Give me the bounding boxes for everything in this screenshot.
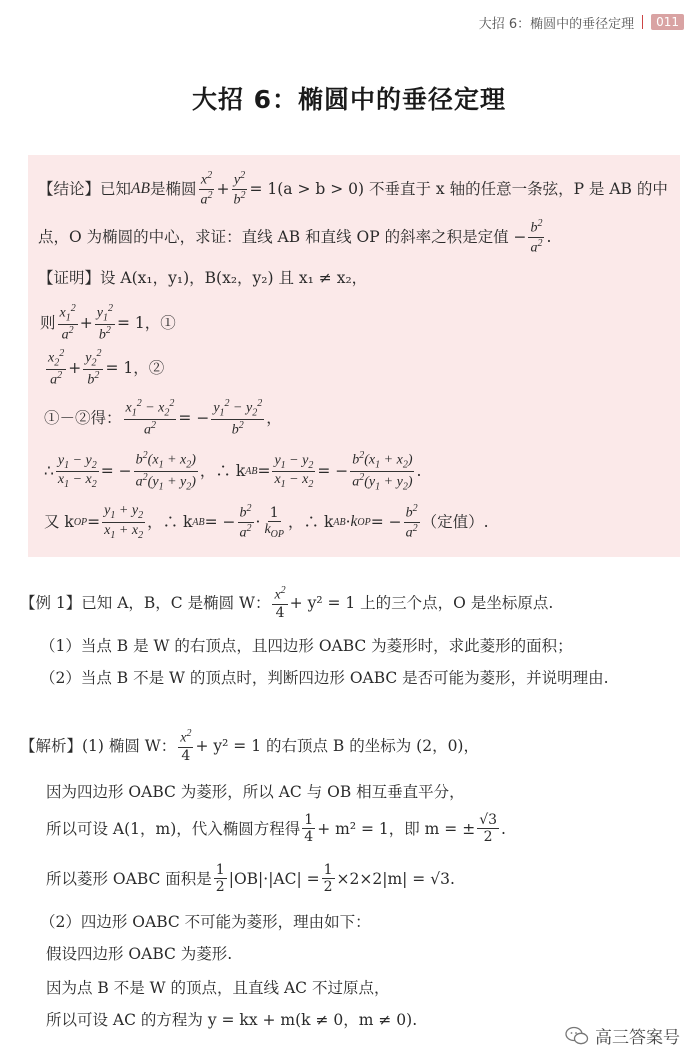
proof-line-5: ∴ $\frac{y_1 - y_2}{x_1 - x_2}$ = − $\frac{b^2(x_1 + x_2)}{a^2(y_1 + y_2)}$ ，∴ k AB = $\frac{y_1 - y_2}{x_1 - x_2}$ = − $\frac{b^2(x_1 + x_2)}{a^2(y_1 + y_2)}$ . [44, 450, 422, 493]
text: = − [317, 462, 349, 481]
text: |OB|·|AC| = [228, 869, 320, 888]
example-part-1: （1）当点 B 是 W 的右顶点，且四边形 OABC 为菱形时，求此菱形的面积； [40, 637, 573, 655]
solution-line-1: 【解析】(1) 椭圆 W： $\frac{x^2}{4}$ + y² = 1 的右顶点 B 的坐标为 (2，0)， [20, 728, 479, 764]
proof-line-6: 又 k OP = $\frac{y_1 + y_2}{x_1 + x_2}$ ，∴ k AB = − $\frac{b^2}{a^2}$ · $\frac{1}{k_{OP}}$ ，∴ k AB · k OP = − $\frac{b^2}{a^2}$ （定值）. [44, 503, 489, 541]
page-title: 大招 6：椭圆中的垂径定理 [191, 85, 507, 114]
text: 点，O 为椭圆的中心，求证：直线 AB 和直线 OP 的斜率之积是定值 − [38, 228, 527, 247]
text: 【例 1】已知 A，B，C 是椭圆 W： [20, 593, 271, 612]
proof-line-4: ①－②得： $\frac{x_1^2 - x_2^2}{a^2}$ = − $\frac{y_1^2 - y_2^2}{b^2}$ ， [44, 398, 282, 438]
text: = − [100, 462, 132, 481]
text: ①－②得： [44, 409, 122, 428]
running-header [479, 10, 684, 34]
solution-line-4: 所以菱形 OABC 面积是 $\frac{1}{2}$ |OB|·|AC| = $\frac{1}{2}$ ×2×2|m| = √3. [46, 862, 455, 896]
text: （定值）. [421, 513, 489, 532]
proof-line-3: $\frac{x_2^2}{a^2}$ + $\frac{y_2^2}{b^2}$ = 1，② [48, 348, 165, 388]
wechat-icon [565, 1026, 589, 1046]
text: + y² = 1 上的三个点，O 是坐标原点. [289, 593, 554, 612]
header-divider [642, 15, 643, 29]
solution-line-7: 因为点 B 不是 W 的顶点，且直线 AC 不过原点， [46, 979, 390, 997]
text: = 1，② [105, 359, 165, 378]
header-section: 大招 6：椭圆中的垂径定理 [478, 16, 635, 32]
conclusion-line-2: 点，O 为椭圆的中心，求证：直线 AB 和直线 OP 的斜率之积是定值 − $\frac{b^2}{a^2}$ . [38, 218, 552, 256]
text: ×2×2|m| = √3. [336, 869, 455, 888]
text: + y² = 1 的右顶点 B 的坐标为 (2，0)， [195, 736, 479, 755]
watermark [565, 1023, 680, 1048]
text: = − [178, 409, 210, 428]
text: 【结论】已知 [38, 180, 132, 199]
text: + m² = 1，即 m = ± [317, 819, 476, 838]
solution-line-5: （2）四边形 OABC 不可能为菱形，理由如下： [40, 913, 371, 931]
text: = − [204, 513, 236, 532]
example-part-2: （2）当点 B 不是 W 的顶点时，判断四边形 OABC 是否可能为菱形，并说明理由. [40, 669, 609, 687]
solution-line-8: 所以可设 AC 的方程为 y = kx + m(k ≠ 0，m ≠ 0). [46, 1011, 418, 1029]
text: = 1(a > b > 0) 不垂直于 x 轴的任意一条弦，P 是 AB 的中 [249, 180, 668, 199]
text: = [87, 513, 101, 532]
conclusion-line-1: 【结论】已知 AB 是椭圆 $\frac{x^2}{a^2}$ + $\frac{y^2}{b^2}$ = 1(a > b > 0) 不垂直于 x 轴的任意一条弦，P 是 AB 的中 [38, 170, 668, 208]
text: = − [370, 513, 402, 532]
page-number: 011 [651, 14, 684, 30]
text: 【解析】(1) 椭圆 W： [20, 736, 177, 755]
text: = [257, 462, 271, 481]
solution-line-6: 假设四边形 OABC 为菱形. [46, 945, 233, 963]
text: 所以可设 A(1，m)，代入椭圆方程得 [46, 819, 301, 838]
watermark-label: 高三答案号 [595, 1028, 680, 1048]
text: ，∴ k [288, 513, 334, 532]
proof-line-1: 【证明】设 A(x₁，y₁)，B(x₂，y₂) 且 x₁ ≠ x₂， [38, 269, 368, 287]
solution-line-2: 因为四边形 OABC 为菱形，所以 AC 与 OB 相互垂直平分， [46, 783, 465, 801]
text: 是椭圆 [149, 180, 197, 199]
solution-line-3: 所以可设 A(1，m)，代入椭圆方程得 $\frac{1}{4}$ + m² = 1，即 m = ± $\frac{√3}{2}$ . [46, 812, 506, 846]
text: 则 [40, 314, 56, 333]
example-question: 【例 1】已知 A，B，C 是椭圆 W： $\frac{x^2}{4}$ + y² = 1 上的三个点，O 是坐标原点. [20, 585, 554, 621]
proof-line-2: 则 $\frac{x_1^2}{a^2}$ + $\frac{y_1^2}{b^2}$ = 1，① [40, 303, 176, 343]
text: = 1，① [116, 314, 176, 333]
text: 又 k [44, 513, 74, 532]
text: ∴ [44, 462, 54, 481]
text: ，∴ k [147, 513, 193, 532]
text: ，∴ k [199, 462, 246, 481]
text: 所以菱形 OABC 面积是 [46, 869, 212, 888]
